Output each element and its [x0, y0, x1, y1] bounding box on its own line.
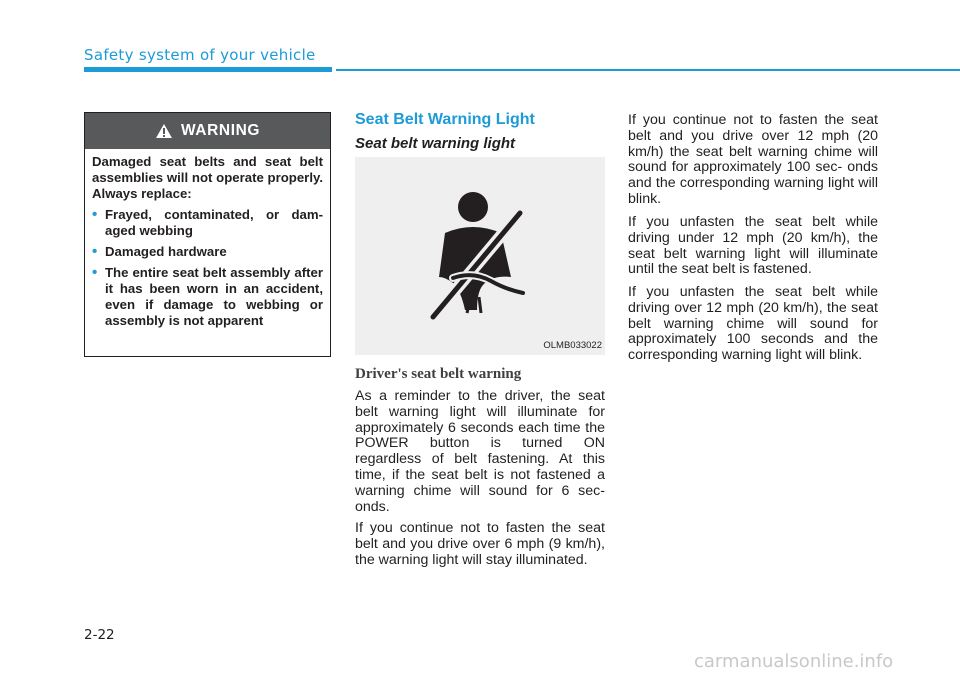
header-rule-thick — [84, 67, 332, 72]
drivers-warning-heading: Driver's seat belt warning — [355, 366, 522, 382]
bullet-icon: • — [92, 206, 98, 223]
warning-header — [85, 113, 330, 149]
watermark: carmanualsonline.info — [694, 651, 894, 672]
seat-belt-illustration — [355, 157, 605, 355]
bullet-icon: • — [92, 243, 98, 260]
warning-list-item: • The entire seat belt assembly after it has been worn in an accident, even if damage to webbing or assembly is not apparent — [92, 264, 323, 328]
body-paragraph: If you continue not to fasten the seat belt and you drive over 6 mph (9 km/h), the warning light will stay illuminated. — [355, 520, 605, 568]
body-paragraph: If you unfasten the seat belt while driving over 12 mph (20 km/h), the seat belt warning chime will sound for approximately 100 seconds and the corresponding warning light will blink. — [628, 284, 878, 364]
body-paragraph: If you continue not to fasten the seat belt and you drive over 12 mph (20 km/h) the seat belt warning chime will sound for approximately 100 sec- onds and the corresponding warning light will blink. — [628, 112, 878, 207]
image-code: OLMB033022 — [543, 340, 602, 351]
warning-heading: WARNING — [180, 122, 261, 139]
warning-body — [85, 149, 330, 329]
body-paragraph: If you unfasten the seat belt while driving under 12 mph (20 km/h), the seat belt warning light will illuminate until the seat belt is fastened. — [628, 214, 878, 278]
warning-list-item: • Frayed, contaminated, or dam- aged webbing — [92, 206, 323, 238]
page-number: 2-22 — [84, 627, 115, 643]
warning-list-item: • Damaged hardware — [92, 243, 227, 260]
warning-intro: Damaged seat belts and seat belt assemblies will not operate properly. Always replace: — [92, 154, 323, 201]
section-title: Seat Belt Warning Light — [355, 111, 535, 128]
bullet-icon: • — [92, 264, 98, 281]
warning-triangle-icon — [155, 123, 173, 139]
warning-box — [84, 112, 331, 357]
section-header-title: Safety system of your vehicle — [84, 46, 316, 64]
subsection-title: Seat belt warning light — [355, 135, 516, 152]
header-rule-thin — [336, 69, 960, 71]
warning-list — [92, 207, 323, 329]
seat-belt-warning-icon — [425, 185, 540, 320]
body-paragraph: As a reminder to the driver, the seat belt warning light will illuminate for approximately 6 seconds each time the POWER button is turned ON regardless of belt fastening. At this time, if the seat belt is not fastened a warning chime will sound for 6 sec- onds. — [355, 388, 605, 515]
